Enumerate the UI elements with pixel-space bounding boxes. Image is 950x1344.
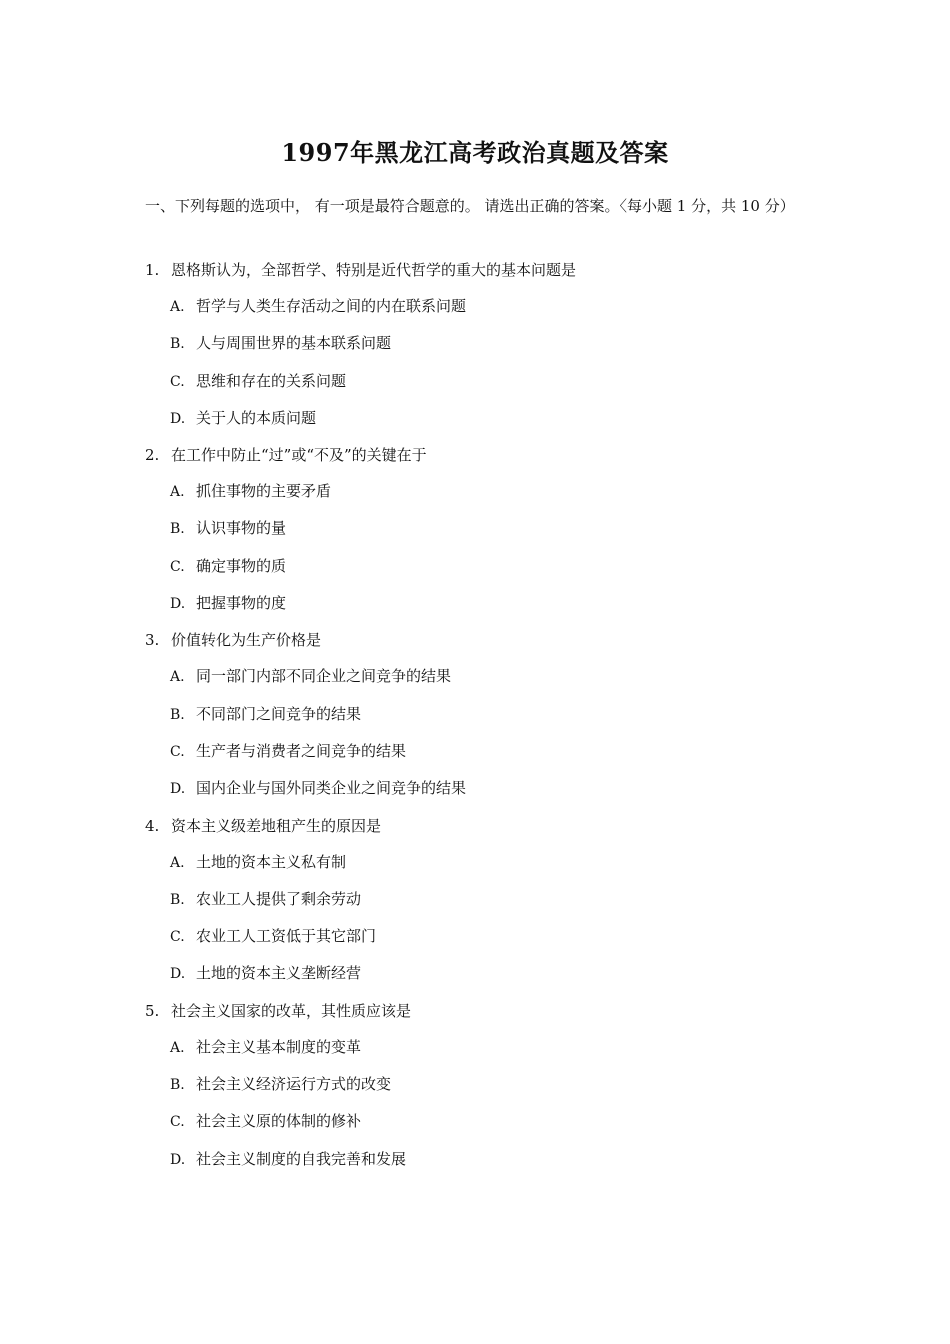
question-stem — [0, 437, 950, 473]
option-letter: D. — [170, 1151, 186, 1168]
question-text: 价值转化为生产价格是 — [171, 631, 322, 650]
option-text: 抓住事物的主要矛盾 — [196, 482, 332, 501]
question-text: 在工作中防止“过”或“不及”的关键在于 — [171, 446, 427, 465]
option-c — [0, 1103, 950, 1140]
option-text: 把握事物的度 — [196, 594, 287, 613]
option-d — [0, 770, 950, 807]
option-a — [0, 844, 950, 881]
question-3 — [0, 622, 950, 807]
option-d — [0, 585, 950, 622]
question-stem — [0, 808, 950, 844]
question-text: 资本主义级差地租产生的原因是 — [171, 816, 382, 835]
option-letter: A. — [170, 484, 185, 501]
option-letter: B. — [170, 891, 185, 908]
option-text: 土地的资本主义私有制 — [196, 852, 347, 871]
question-text: 社会主义国家的改革，其性质应该是 — [171, 1001, 412, 1020]
option-d — [0, 1141, 950, 1178]
option-text: 关于人的本质问题 — [196, 408, 317, 427]
question-number: 1. — [145, 261, 160, 279]
option-text: 土地的资本主义垄断经营 — [196, 964, 362, 983]
option-letter: D. — [170, 596, 186, 613]
question-2 — [0, 437, 950, 622]
option-d — [0, 955, 950, 992]
option-letter: C. — [170, 558, 185, 575]
option-text: 哲学与人类生存活动之间的内在联系问题 — [196, 297, 467, 315]
option-letter: D. — [170, 966, 186, 983]
question-1 — [0, 252, 950, 437]
option-a — [0, 473, 950, 510]
option-letter: A. — [170, 669, 185, 686]
option-text: 社会主义原的体制的修补 — [196, 1112, 362, 1131]
option-b — [0, 325, 950, 362]
option-a — [0, 288, 950, 325]
option-letter: C. — [170, 743, 185, 760]
option-c — [0, 918, 950, 955]
question-4 — [0, 808, 950, 993]
question-number: 3. — [145, 631, 160, 650]
option-text: 人与周围世界的基本联系问题 — [196, 334, 392, 353]
page-title: 1997年黑龙江高考政治真题及答案 — [281, 138, 669, 167]
option-a — [0, 658, 950, 695]
option-letter: C. — [170, 929, 185, 946]
option-letter: B. — [170, 336, 185, 353]
option-letter: D. — [170, 410, 186, 427]
option-text: 不同部门之间竞争的结果 — [196, 704, 362, 723]
question-text: 恩格斯认为，全部哲学、特别是近代哲学的重大的基本问题是 — [171, 261, 577, 279]
option-b — [0, 696, 950, 733]
option-text: 社会主义基本制度的变革 — [196, 1037, 362, 1056]
option-text: 思维和存在的关系问题 — [196, 371, 347, 390]
option-letter: A. — [170, 854, 185, 871]
option-text: 生产者与消费者之间竞争的结果 — [196, 741, 407, 760]
question-5 — [0, 993, 950, 1178]
option-text: 同一部门内部不同企业之间竞争的结果 — [196, 667, 452, 686]
option-letter: D. — [170, 781, 186, 798]
option-letter: B. — [170, 706, 185, 723]
question-stem — [0, 252, 950, 288]
option-b — [0, 510, 950, 547]
option-b — [0, 881, 950, 918]
option-text: 农业工人工资低于其它部门 — [196, 927, 377, 946]
question-list — [0, 252, 950, 1178]
option-letter: B. — [170, 521, 185, 538]
option-c — [0, 733, 950, 770]
option-text: 国内企业与国外同类企业之间竞争的结果 — [196, 779, 467, 798]
option-text: 社会主义制度的自我完善和发展 — [196, 1149, 407, 1168]
option-text: 农业工人提供了剩余劳动 — [196, 889, 362, 908]
option-b — [0, 1066, 950, 1103]
option-letter: B. — [170, 1077, 185, 1094]
question-number: 4. — [145, 816, 160, 835]
option-text: 认识事物的量 — [196, 519, 287, 538]
question-stem — [0, 622, 950, 658]
option-d — [0, 400, 950, 437]
option-text: 确定事物的质 — [196, 556, 287, 575]
option-c — [0, 548, 950, 585]
option-a — [0, 1029, 950, 1066]
section-heading: 一、下列每题的选项中， 有一项是最符合题意的。 请选出正确的答案。〈每小题 1 分，共 10 分） — [145, 197, 795, 215]
question-number: 5. — [145, 1001, 160, 1020]
question-stem — [0, 993, 950, 1029]
option-letter: A. — [170, 299, 185, 315]
option-text: 社会主义经济运行方式的改变 — [196, 1075, 392, 1094]
option-c — [0, 363, 950, 400]
option-letter: C. — [170, 373, 185, 390]
option-letter: A. — [170, 1039, 185, 1056]
option-letter: C. — [170, 1114, 185, 1131]
question-number: 2. — [145, 446, 160, 465]
